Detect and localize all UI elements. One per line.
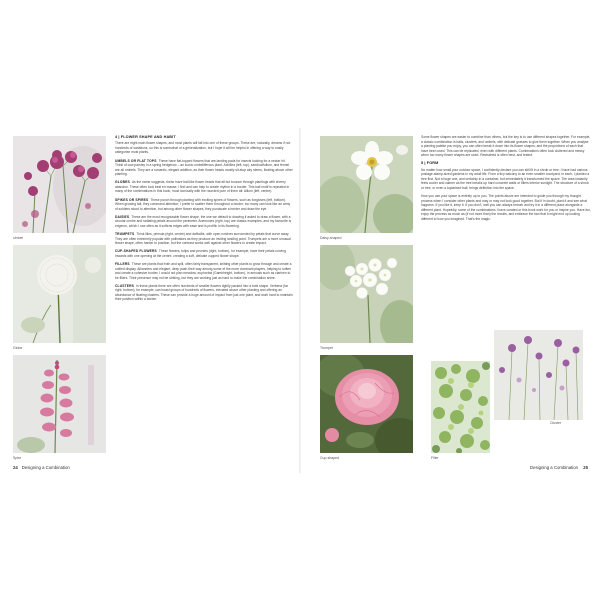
filler-flower-image xyxy=(431,361,490,453)
lead-daisies: DAISIES xyxy=(115,214,130,219)
photo-filler xyxy=(431,361,490,453)
form-paragraph-1: No matter how small your outdoor space, I confidently declare you can still fit in a shrub or tree. I have had various postage-stamp-sized gardens in my adult life. From a tiny balcony to an even smaller courtyard, in each, I planted a tree first. Not a huge one, and certainly in a container, but immediately it transformed the space. The area instantly feels cooler and calmer as the tree breaks up hard concrete walls or fillers interior sunlight. The structure of a shrub or tree, or even a topiarised ball, brings definition into the space. xyxy=(421,167,590,190)
photo-spire xyxy=(13,355,106,453)
caption-trumpet: Trumpet xyxy=(320,346,333,350)
book-spread xyxy=(0,128,600,473)
paragraph-clusters xyxy=(115,284,293,302)
paragraph-globes xyxy=(115,180,293,194)
text-umbels: These have flat-topped flowers that are landing pads for insects looking for a nectar hit. Think of cow parsley in a spring hedgerow – an iconic umbelliferous plant. Achillea (left, top), sambucifolium, and fennel are all umbels. They are a romantic, elegant addition, as their flower heads mostly sit atop airy stems, floating above other planting. xyxy=(115,158,293,177)
cluster-flower-image xyxy=(494,330,583,420)
page-number-right: 25 xyxy=(583,465,588,470)
paragraph-trumpets xyxy=(115,232,293,246)
spire-flower-image xyxy=(13,355,106,453)
text-globes: As the name suggests, these have ball-like flower heads that all but bounce through plantings with cheery abandon. These often look best en masse; I find and can help to create rhythm in a border. This ball motif is repeated in many of the combinations in this book, most iconically with the rounded pom of them all: Allium (left, centre). xyxy=(115,180,290,194)
paragraph-cup-shaped xyxy=(115,249,293,258)
photo-cup-shaped xyxy=(320,355,413,453)
lead-globes: GLOBES xyxy=(115,180,130,185)
text-cup-shaped: These flowers, tulips and peonies (right, bottom), for example, have their petals curving inwards with one opening at the centre, creating a soft, delicate cupped flower shape. xyxy=(115,249,286,258)
right-intro-paragraph: Some flower shapes are easier to combine than others, but the key is to use different shapes together. For example, a classic combination is balls, clusters, and umbels, with delicate grasses to give them together. When you analyse a planting palette you enjoy, you can often break it down into its flower shapes, and the proportions of each that have been used. This can be replicated, even with different plants. Combinations often look cluttered and messy when too many flower shapes are used. Restrained is often best, and tested. xyxy=(421,135,591,158)
globe-flower-image xyxy=(13,245,106,343)
paragraph-umbels xyxy=(115,159,293,177)
left-page-footer xyxy=(13,465,70,470)
intro-paragraph: There are eight main flower shapes, and most plants will fall into one of these groups. These are, naturally, dreams if not hundreds of variations, so this is somewhat of a generalization, but I hope it will be helpful in offering a way to easily categorise most plants. xyxy=(115,141,291,155)
lead-clusters: CLUSTERS xyxy=(115,283,134,288)
umbel-flower-image xyxy=(13,136,106,233)
text-daisies: These are the most recognizable flower shape, the one we default to drawing if asked to draw a flower, with a circular centre and radiating petals around the perimeter. Anemones (right, top) are classic examples, and my favourite is erigeron, which I use often as it softens edges with ease and is prolific in its flowering. xyxy=(115,214,292,228)
lead-spikes: SPIKES OR SPIRES xyxy=(115,197,149,202)
paragraph-spikes xyxy=(115,198,293,212)
page-number-left: 24 xyxy=(13,465,18,470)
left-text-column xyxy=(115,135,293,306)
caption-filler: Filler xyxy=(431,456,439,460)
running-title-left: Designing a Combination xyxy=(21,465,70,470)
caption-spire: Spire xyxy=(13,456,22,460)
photo-cluster xyxy=(494,330,583,420)
section-heading-form: 5 | FORM xyxy=(421,161,439,166)
right-page-footer xyxy=(530,465,588,470)
text-trumpets: Think lilies, primula (right, centre) and daffodils, with open notches surrounded by petals that curve away. They are often extremely popular with pollinators as they produce an inviting landing point. Trumpets are a more unusual flower shape, often harder to position, but the contrast works well against other flowers to create impact. xyxy=(115,232,291,246)
photo-globe xyxy=(13,245,106,343)
right-text-column xyxy=(421,135,591,225)
trumpet-flower-image xyxy=(320,245,413,343)
caption-daisy: Daisy-shaped xyxy=(320,236,342,240)
running-title-right: Designing a Combination xyxy=(530,465,579,470)
daisy-flower-image xyxy=(320,136,413,233)
paragraph-fillers xyxy=(115,262,293,280)
lead-trumpets: TRUMPETS xyxy=(115,232,135,237)
left-page xyxy=(0,128,300,473)
lead-fillers: FILLERS xyxy=(115,261,130,266)
lead-umbels: UMBELS OR FLAT TOPS xyxy=(115,158,157,163)
cup-shaped-flower-image xyxy=(320,355,413,453)
photo-daisy xyxy=(320,136,413,233)
caption-cup-shaped: Cup-shaped xyxy=(320,456,340,460)
text-clusters: In these plants there are often hundreds of smaller flowers tightly packed into a bold shape. Verbena (far right, bottom), for example, can boast groups of hundreds of flowers, elevated above other planting and offering an abundance of floating clusters. These can provide a huge amount of impact from just one plant, and work hard to maintain their position within a border. xyxy=(115,283,293,302)
section-heading-flower-shape: 4 | FLOWER SHAPE AND HABIT xyxy=(115,135,176,139)
caption-cluster: Cluster xyxy=(550,421,562,425)
caption-globe: Globe xyxy=(13,346,23,350)
photo-umbel xyxy=(13,136,106,233)
text-fillers: These are plants that froth and spill, often fairly transparent, knitting other plants to grow through and create a unified display. Alkanders and elegant, deep pash their way among some of the more dominant players, helping to soften and create a cohesive border. I would not plan meadow, euphorbia (Gambheight, bottom), in annuals such as clarinen to be fillers. Their presence may not be striking, but they are working just as hard to make the combination shine. xyxy=(115,261,292,280)
caption-umbel: Umbel xyxy=(13,236,24,240)
text-spikes: These punch through planting with exciting spires of flowers, such as foxgloves (left, bottom). When growing tall, they command attention; I prefer to scatter them throughout a border, too many can look like an army of soldiers stood to attention, but among other flower shapes, they punctuate a border and draw the eye. xyxy=(115,197,291,211)
paragraph-daisies xyxy=(115,215,293,229)
right-page xyxy=(300,128,600,473)
lead-cup-shaped: CUP-SHAPED FLOWERS xyxy=(115,249,157,254)
photo-trumpet xyxy=(320,245,413,343)
form-paragraph-2: How you use your space is entirely up to you. The points above are intended to guide you through my thought process when I consider other plants and may or may not look good together. But if in doubt, plant it and see what happens. If you like it, keep it. If you don't, well you can always rework and try it in a different place alongside a different plant. Hopefully, some of the combinations I have curated or this book work for you or inspire you. Have fun, enjoy the process as much as (if not more than) the results, and embrace the fact that it might end up looking different to how you imagined. That's the magic. xyxy=(421,194,591,221)
